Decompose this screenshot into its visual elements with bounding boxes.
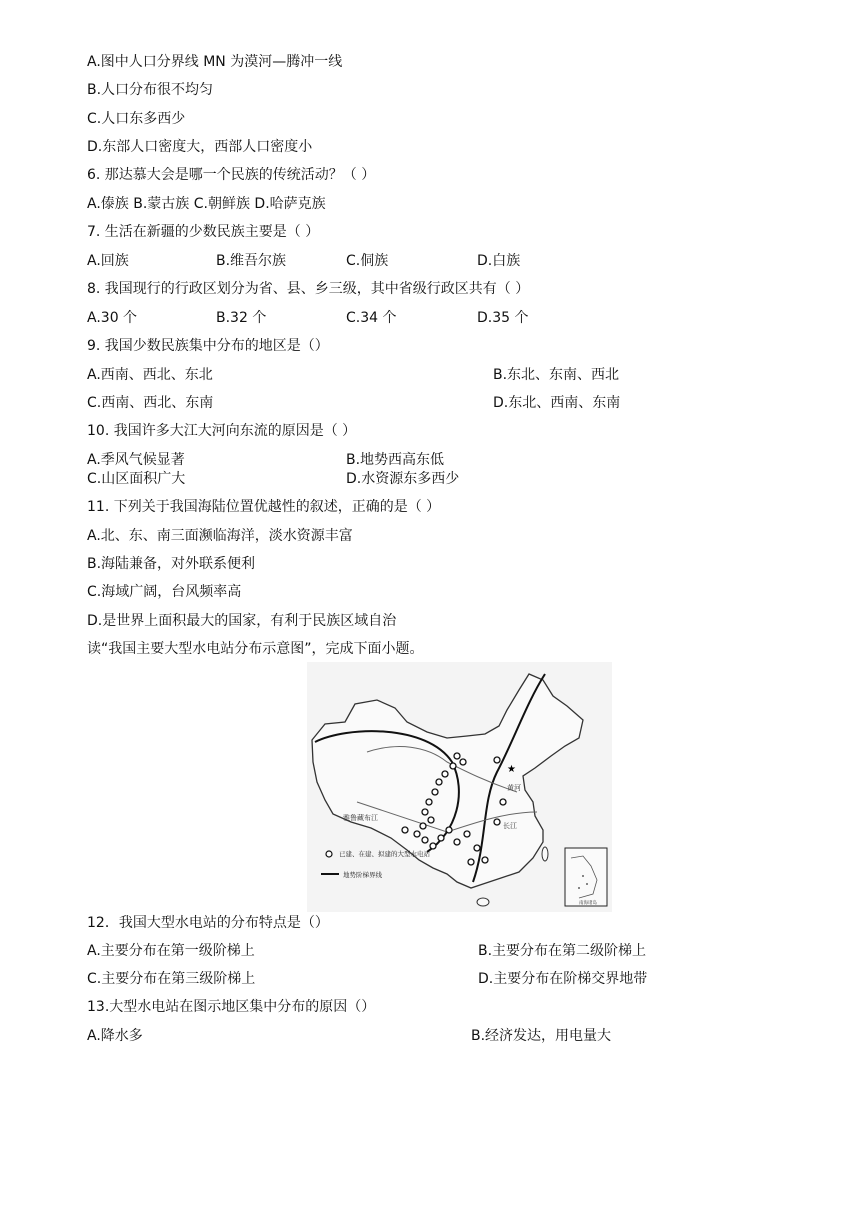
q10-option-a: A.季风气候显著 [87, 452, 185, 468]
q10-option-c: C.山区面积广大 [87, 471, 186, 487]
q10-stem: 10. 我国许多大江大河向东流的原因是（ ） [87, 423, 357, 439]
station-dot [426, 799, 432, 805]
q5-option-a: A.图中人口分界线 MN 为漠河—腾冲一线 [87, 54, 343, 70]
q11-option-a: A.北、东、南三面濒临海洋，淡水资源丰富 [87, 528, 353, 544]
q8-option-b: B.32 个 [216, 310, 267, 326]
station-dot [432, 789, 438, 795]
q10-option-b: B.地势西高东低 [346, 452, 445, 468]
map-intro: 读“我国主要大型水电站分布示意图”，完成下面小题。 [87, 641, 424, 657]
q13-option-a: A.降水多 [87, 1028, 143, 1044]
south-china-sea-inset [565, 848, 607, 906]
station-dot [482, 857, 488, 863]
q7-stem: 7. 生活在新疆的少数民族主要是（ ） [87, 224, 320, 240]
q11-stem: 11. 下列关于我国海陆位置优越性的叙述，正确的是（ ） [87, 499, 441, 515]
taiwan-island [542, 847, 548, 861]
q11-option-b: B.海陆兼备，对外联系便利 [87, 556, 256, 572]
station-dot [474, 845, 480, 851]
station-dot [494, 757, 500, 763]
capital-star-icon: ★ [507, 764, 516, 775]
legend-dot-icon [326, 851, 332, 857]
q9-option-c: C.西南、西北、东南 [87, 395, 214, 411]
q12-option-b: B.主要分布在第二级阶梯上 [478, 943, 647, 959]
q12-option-d: D.主要分布在阶梯交界地带 [478, 971, 648, 987]
station-dot [442, 771, 448, 777]
q7-option-a: A.回族 [87, 253, 129, 269]
q5-option-c: C.人口东多西少 [87, 111, 186, 127]
legend-dots-label: 已建、在建、拟建的大型水电站 [339, 850, 430, 858]
map-label-mid: 长江 [503, 822, 517, 830]
q8-option-a: A.30 个 [87, 310, 138, 326]
q10-option-d: D.水资源东多西少 [346, 471, 460, 487]
station-dot [500, 799, 506, 805]
q7-option-b: B.维吾尔族 [216, 253, 287, 269]
station-dot [436, 779, 442, 785]
q13-option-b: B.经济发达，用电量大 [471, 1028, 612, 1044]
q12-option-c: C.主要分布在第三级阶梯上 [87, 971, 256, 987]
station-dot [454, 753, 460, 759]
station-dot [422, 809, 428, 815]
q13-stem: 13.大型水电站在图示地区集中分布的原因（） [87, 999, 376, 1015]
hainan-island [477, 898, 489, 906]
map-label-west: 雅鲁藏布江 [343, 814, 378, 822]
station-dot [402, 827, 408, 833]
q12-option-a: A.主要分布在第一级阶梯上 [87, 943, 255, 959]
q12-stem: 12．我国大型水电站的分布特点是（） [87, 915, 329, 931]
q8-stem: 8. 我国现行的行政区划分为省、县、乡三级，其中省级行政区共有（ ） [87, 281, 530, 297]
hydropower-map [307, 662, 612, 912]
station-dot [460, 759, 466, 765]
q6-options: A.傣族 B.蒙古族 C.朝鲜族 D.哈萨克族 [87, 196, 326, 212]
q8-option-c: C.34 个 [346, 310, 397, 326]
q9-option-d: D.东北、西南、东南 [493, 395, 621, 411]
station-dot [430, 843, 436, 849]
q11-option-d: D.是世界上面积最大的国家，有利于民族区域自治 [87, 613, 397, 629]
station-dot [422, 837, 428, 843]
station-dot [454, 839, 460, 845]
station-dot [446, 827, 452, 833]
legend-line-label: 地势阶梯界线 [343, 871, 382, 879]
q8-option-d: D.35 个 [477, 310, 529, 326]
q11-option-c: C.海域广阔，台风频率高 [87, 584, 242, 600]
station-dot [414, 831, 420, 837]
q7-option-c: C.侗族 [346, 253, 389, 269]
inset-label: 南海诸岛 [579, 901, 597, 906]
q7-option-d: D.白族 [477, 253, 521, 269]
map-label-north: 黄河 [507, 784, 521, 792]
station-dot [468, 859, 474, 865]
q9-option-a: A.西南、西北、东北 [87, 367, 213, 383]
station-dot [420, 823, 426, 829]
station-dot [438, 835, 444, 841]
q6-stem: 6. 那达慕大会是哪一个民族的传统活动？（ ） [87, 167, 376, 183]
q5-option-d: D.东部人口密度大，西部人口密度小 [87, 139, 313, 155]
station-dot [494, 819, 500, 825]
station-dot [450, 763, 456, 769]
station-dot [464, 831, 470, 837]
q9-stem: 9. 我国少数民族集中分布的地区是（） [87, 338, 329, 354]
q5-option-b: B.人口分布很不均匀 [87, 82, 214, 98]
q9-option-b: B.东北、东南、西北 [493, 367, 620, 383]
station-dot [428, 817, 434, 823]
